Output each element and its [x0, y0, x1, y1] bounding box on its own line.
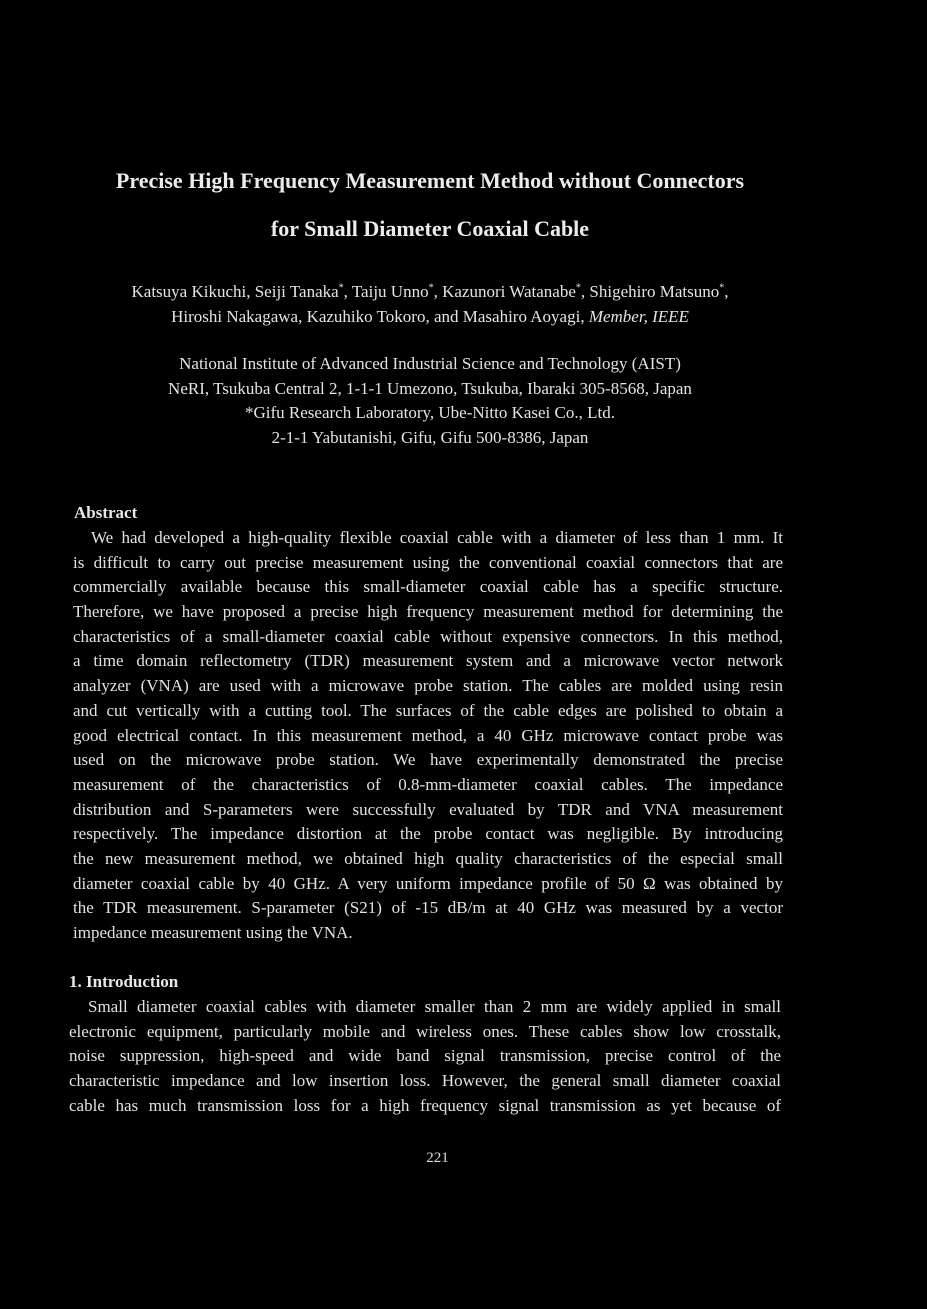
- abstract-line: the TDR measurement. S-parameter (S21) of -15 dB/m at 40 GHz was measured by a vector: [73, 898, 783, 918]
- abstract-line: a time domain reflectometry (TDR) measurement system and a microwave vector network: [73, 651, 783, 671]
- affiliation-line: NeRI, Tsukuba Central 2, 1-1-1 Umezono, Tsukuba, Ibaraki 305-8568, Japan: [168, 378, 692, 398]
- page-number: 221: [426, 1150, 449, 1166]
- abstract-heading: Abstract: [74, 503, 138, 522]
- abstract-line: impedance measurement using the VNA.: [73, 923, 353, 942]
- introduction-line: cable has much transmission loss for a high frequency signal transmission as yet because of: [69, 1095, 781, 1115]
- abstract-line: We had developed a high-quality flexible coaxial cable with a diameter of less than 1 mm. It: [91, 528, 783, 547]
- introduction-body: [69, 995, 781, 1118]
- introduction-line: Small diameter coaxial cables with diameter smaller than 2 mm are widely applied in small: [88, 997, 781, 1016]
- membership-note: Member, IEEE: [588, 306, 689, 326]
- abstract-line: Therefore, we have proposed a precise high frequency measurement method for determining the: [73, 602, 783, 622]
- abstract-line: measurement of the characteristics of 0.8-mm-diameter coaxial cables. The impedance: [73, 774, 783, 794]
- introduction-line: noise suppression, high-speed and wide band signal transmission, precise control of the: [69, 1046, 781, 1066]
- affiliation-line: 2-1-1 Yabutanishi, Gifu, Gifu 500-8386, Japan: [271, 427, 589, 447]
- author-line-2: Hiroshi Nakagawa, Kazuhiko Tokoro, and Masahiro Aoyagi, Member, IEEE: [171, 306, 689, 326]
- affiliation-line: National Institute of Advanced Industrial Science and Technology (AIST): [179, 354, 681, 373]
- author-list: [0, 280, 860, 329]
- author-line-1: Katsuya Kikuchi, Seiji Tanaka*, Taiju Unno*, Kazunori Watanabe*, Shigehiro Matsuno*,: [131, 282, 729, 301]
- abstract-line: good electrical contact. In this measurement method, a 40 GHz microwave contact probe was: [73, 725, 783, 745]
- introduction-heading: 1. Introduction: [69, 972, 179, 991]
- paper-title-line-2: for Small Diameter Coaxial Cable: [270, 216, 590, 241]
- introduction-line: electronic equipment, particularly mobile and wireless ones. These cables show low crosstalk,: [69, 1021, 781, 1041]
- abstract-line: respectively. The impedance distortion at the probe contact was negligible. By introducing: [73, 824, 783, 844]
- abstract-line: distribution and S-parameters were successfully evaluated by TDR and VNA measurement: [73, 799, 783, 819]
- abstract-line: analyzer (VNA) are used with a microwave probe station. The cables are molded using resin: [73, 676, 783, 696]
- abstract-line: and cut vertically with a cutting tool. The surfaces of the cable edges are polished to obtain a: [73, 700, 783, 720]
- introduction-line: characteristic impedance and low insertion loss. However, the general small diameter coaxial: [69, 1071, 781, 1091]
- affiliation-line: *Gifu Research Laboratory, Ube-Nitto Kasei Co., Ltd.: [245, 403, 615, 422]
- abstract-body: [73, 526, 783, 946]
- abstract-line: is difficult to carry out precise measurement using the conventional coaxial connectors that are: [73, 552, 783, 572]
- abstract-line: characteristics of a small-diameter coaxial cable without expensive connectors. In this method,: [73, 626, 783, 646]
- paper-title-line-1: Precise High Frequency Measurement Method without Connectors: [115, 168, 745, 193]
- affiliation-block: [0, 352, 860, 450]
- abstract-line: commercially available because this small-diameter coaxial cable has a specific structure.: [73, 577, 783, 597]
- abstract-line: diameter coaxial cable by 40 GHz. A very uniform impedance profile of 50 Ω was obtained by: [73, 873, 783, 893]
- abstract-line: the new measurement method, we obtained high quality characteristics of the especial small: [73, 848, 783, 868]
- abstract-line: used on the microwave probe station. We have experimentally demonstrated the precise: [73, 750, 783, 770]
